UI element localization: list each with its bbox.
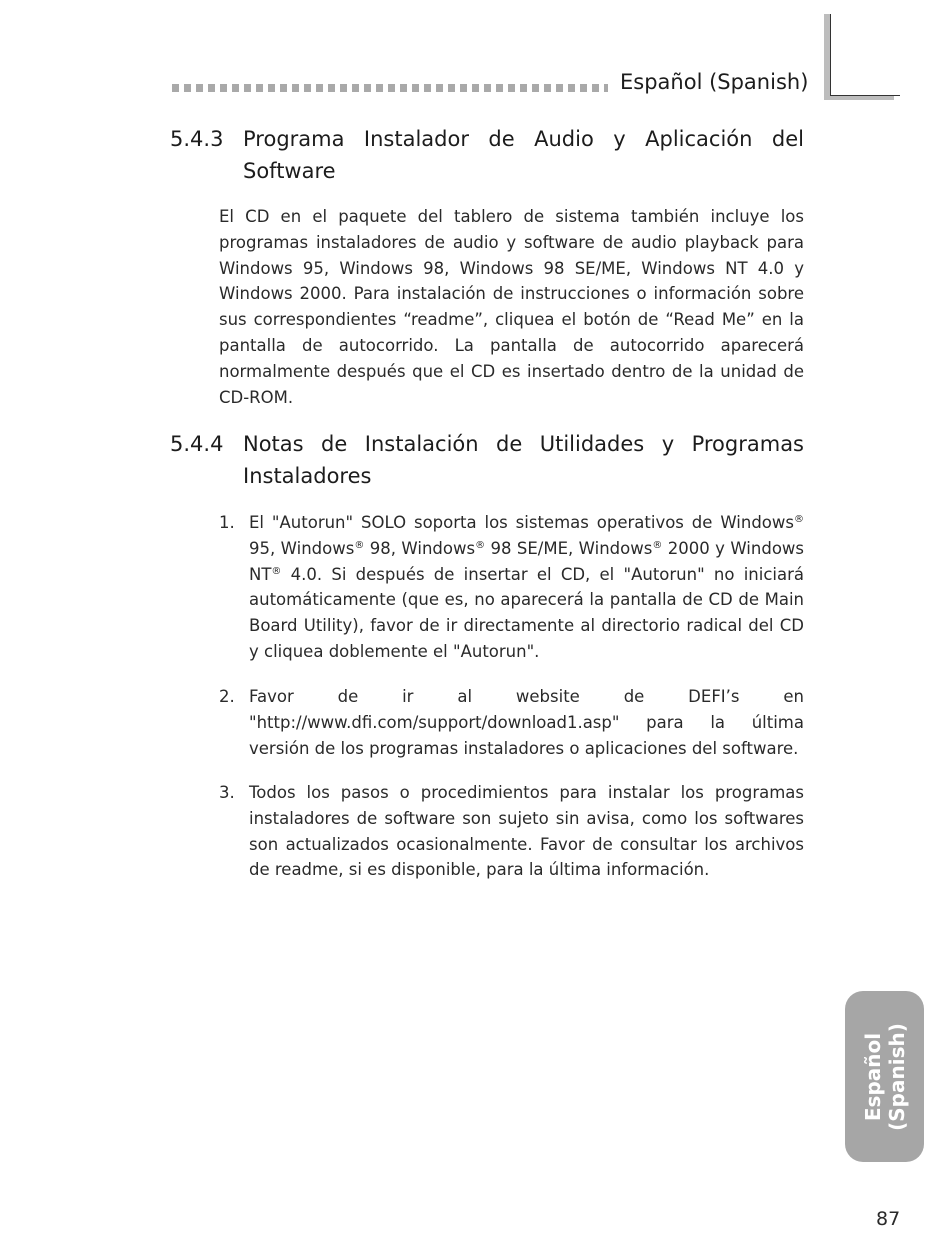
section-number: 5.4.3 [170,127,224,151]
list-item-number: 1. [219,513,235,532]
registered-mark: ® [475,539,486,551]
section-paragraph-audio-installer: El CD en el paquete del tablero de sistema también incluye los programas instaladores de audio y software de audio playback para Windows 95, Windows 98, Windows 98 SE/ME, Windows NT 4.0 y Windows 2000. Para instalación de instrucciones o información sobre sus correspondientes “readme”, cliquea el botón de “Read Me” en la pantalla de autocorrido. La pantalla de autocorrido aparecerá normalmente después que el CD es insertado dentro de la unidad de CD-ROM. [219,207,804,407]
corner-bracket-line-vertical [830,14,831,96]
registered-mark: ® [652,539,663,551]
list-item-1 [219,510,804,665]
registered-mark: ® [794,514,804,525]
list-item-2 [219,684,804,761]
registered-mark: ® [354,539,365,551]
corner-bracket-line-horizontal [830,95,900,96]
list-item-number: 2. [219,687,235,706]
list-item-text: Favor de ir al website de DEFI’s en "http://www.dfi.com/support/download1.asp" para la última versión de los programas instaladores o aplicaciones del software. [249,687,804,758]
section-heading-5-4-3 [170,123,804,187]
registered-mark: ® [271,565,282,577]
list-item-text: El "Autorun" SOLO soporta los sistemas operativos de Windows® 95, Windows® 98, Windows® 98 SE/ME, Windows® 2000 y Windows NT® 4.0. Si después de insertar el CD, el "Autorun" no iniciará automáticamente (que es, no aparecerá la pantalla de CD de Main Board Utility), favor de ir directamente al directorio radical del CD y cliquea doblemente el "Autorun". [249,513,805,661]
list-item-text: Todos los pasos o procedimientos para instalar los programas instaladores de software son sujeto sin avisa, como los softwares son actualizados ocasionalmente. Favor de consultar los archivos de readme, si es disponible, para la última información. [249,783,804,880]
header-dotted-rule [172,84,608,92]
section-heading-5-4-4 [170,428,804,492]
list-item-number: 3. [219,783,235,802]
section-title: Programa Instalador de Audio y Aplicación del Software [243,127,804,183]
section-number: 5.4.4 [170,432,224,456]
header-title: Español (Spanish) [620,70,809,94]
section-title: Notas de Instalación de Utilidades y Programas Instaladores [243,432,804,488]
corner-bracket-shadow-horizontal [824,96,894,100]
page-number: 87 [876,1208,901,1230]
list-item-3 [219,780,804,883]
language-side-tab-label: Español (Spanish) [860,1022,909,1131]
language-side-tab [845,991,924,1162]
